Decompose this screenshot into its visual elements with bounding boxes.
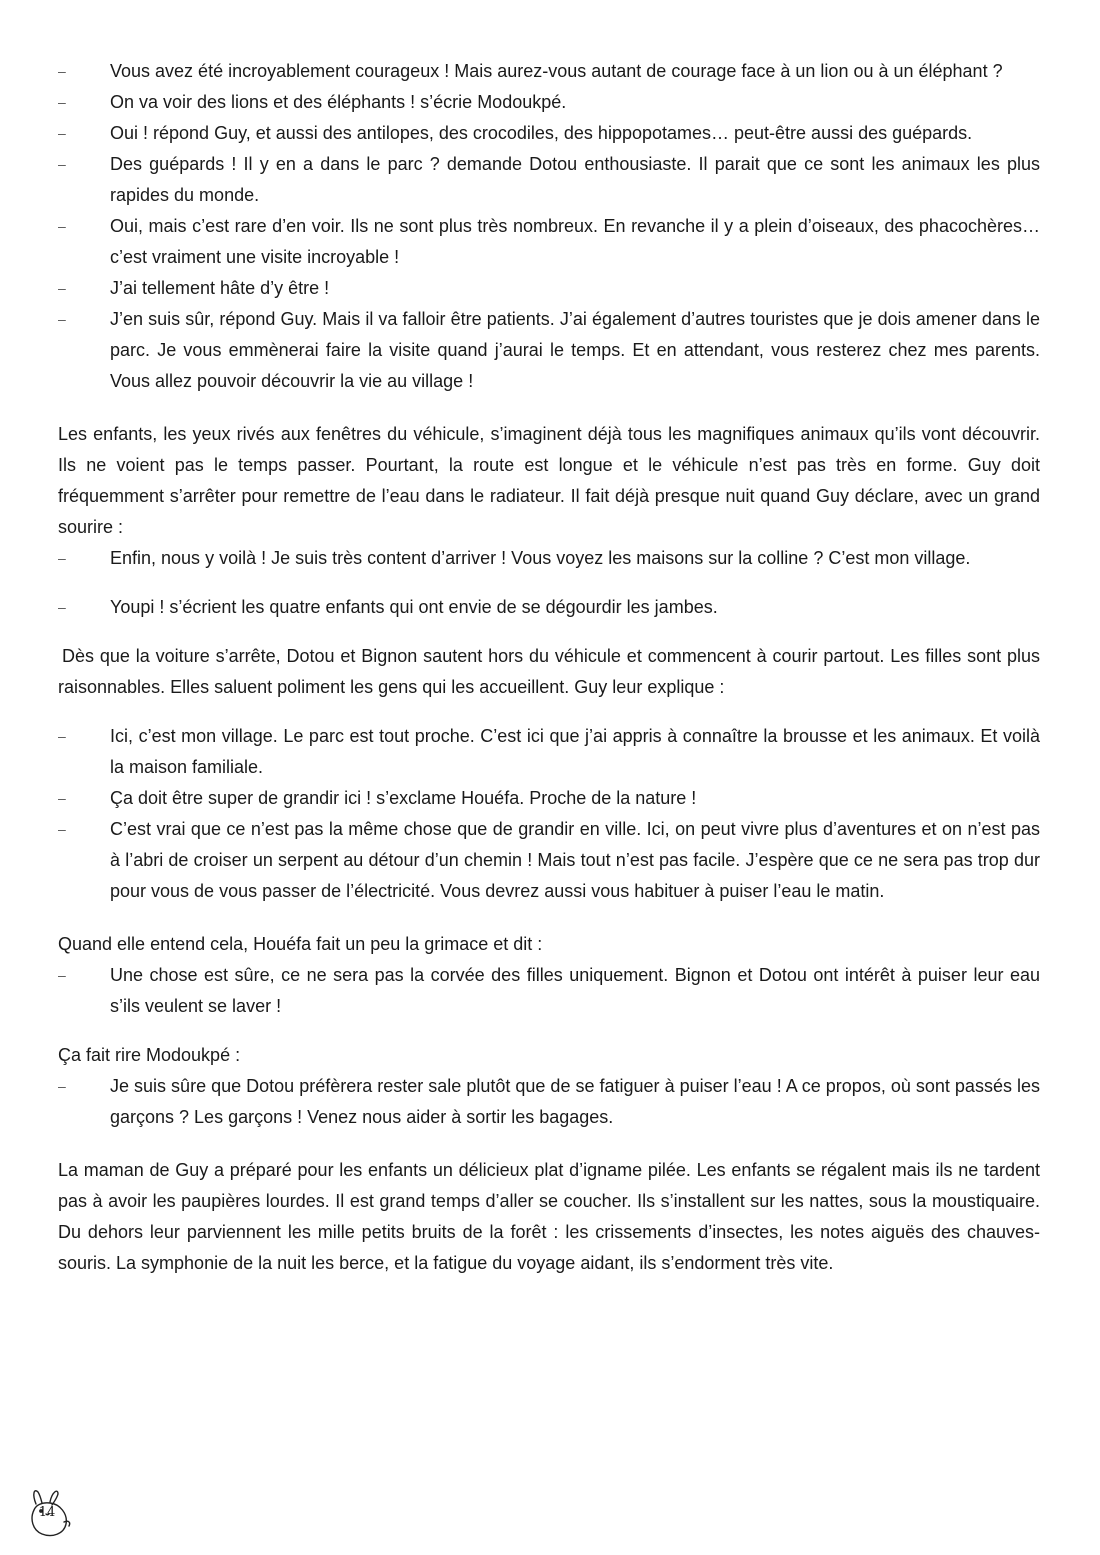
dialogue-line: – C’est vrai que ce n’est pas la même chose que de grandir en ville. Ici, on peut vivre plus d’aventures et on n’est pas à l’abri de croiser un serpent au détour d’un chemin ! Mais tout n’est pas facile. J’espère que ce ne sera pas trop dur pour vous de vous passer de l’électricité. Vous devrez aussi vous habituer à puiser l’eau le matin. xyxy=(58,814,1040,907)
page-number: 14 xyxy=(38,1505,56,1520)
dialogue-line: – Une chose est sûre, ce ne sera pas la corvée des filles uniquement. Bignon et Dotou ont intérêt à puiser leur eau s’ils veulent se laver ! xyxy=(58,960,1040,1022)
dialogue-line: – J’en suis sûr, répond Guy. Mais il va falloir être patients. J’ai également d’autres touristes que je dois amener dans le parc. Je vous emmènerai faire la visite quand j’aurai le temps. Et en attendant, vous resterez chez mes parents. Vous allez pouvoir découvrir la vie au village ! xyxy=(58,304,1040,397)
dialogue-line: – J’ai tellement hâte d’y être ! xyxy=(58,273,1040,304)
page-body xyxy=(58,56,1040,1279)
paragraph-gap xyxy=(58,623,1040,641)
paragraph-gap xyxy=(58,703,1040,721)
paragraph-gap xyxy=(58,574,1040,592)
narrative-paragraph: Ça fait rire Modoukpé : xyxy=(58,1045,241,1065)
page-footer xyxy=(22,1484,78,1540)
dialogue-line: – Ici, c’est mon village. Le parc est tout proche. C’est ici que j’ai appris à connaître la brousse et les animaux. Et voilà la maison familiale. xyxy=(58,721,1040,783)
dialogue-line: – Je suis sûre que Dotou préfèrera rester sale plutôt que de se fatiguer à puiser l’eau ! A ce propos, où sont passés les garçons ? Les garçons ! Venez nous aider à sortir les bagages. xyxy=(58,1071,1040,1133)
narrative-paragraph: La maman de Guy a préparé pour les enfants un délicieux plat d’igname pilée. Les enfants se régalent mais ils ne tardent pas à avoir les paupières lourdes. Il est grand temps d’aller se coucher. Ils s’installent sur les nattes, sous la moustiquaire. Du dehors leur parviennent les mille petits bruits de la forêt : les crissements d’insectes, les notes aiguës des chauves-souris. La symphonie de la nuit les berce, et la fatigue du voyage aidant, ils s’endorment très vite. xyxy=(58,1160,1040,1273)
dialogue-line: – On va voir des lions et des éléphants ! s’écrie Modoukpé. xyxy=(58,87,1040,118)
paragraph-gap xyxy=(58,907,1040,929)
narrative-paragraph: Dès que la voiture s’arrête, Dotou et Bignon sautent hors du véhicule et commencent à courir partout. Les filles sont plus raisonnables. Elles saluent poliment les gens qui les accueillent. Guy leur explique : xyxy=(58,646,1040,697)
paragraph-gap xyxy=(58,1133,1040,1155)
dialogue-line: – Enfin, nous y voilà ! Je suis très content d’arriver ! Vous voyez les maisons sur la colline ? C’est mon village. xyxy=(58,543,1040,574)
dialogue-line: – Ça doit être super de grandir ici ! s’exclame Houéfa. Proche de la nature ! xyxy=(58,783,1040,814)
dialogue-line: – Oui ! répond Guy, et aussi des antilopes, des crocodiles, des hippopotames… peut-être aussi des guépards. xyxy=(58,118,1040,149)
dialogue-line: – Oui, mais c’est rare d’en voir. Ils ne sont plus très nombreux. En revanche il y a plein d’oiseaux, des phacochères… c’est vraiment une visite incroyable ! xyxy=(58,211,1040,273)
narrative-paragraph: Quand elle entend cela, Houéfa fait un peu la grimace et dit : xyxy=(58,934,543,954)
dialogue-line: – Vous avez été incroyablement courageux ! Mais aurez-vous autant de courage face à un lion ou à un éléphant ? xyxy=(58,56,1040,87)
paragraph-gap xyxy=(58,1022,1040,1040)
paragraph-gap xyxy=(58,397,1040,419)
dialogue-line: – Des guépards ! Il y en a dans le parc ? demande Dotou enthousiaste. Il parait que ce sont les animaux les plus rapides du monde. xyxy=(58,149,1040,211)
dialogue-line: – Youpi ! s’écrient les quatre enfants qui ont envie de se dégourdir les jambes. xyxy=(58,592,1040,623)
narrative-paragraph: Les enfants, les yeux rivés aux fenêtres du véhicule, s’imaginent déjà tous les magnifiques animaux qu’ils vont découvrir. Ils ne voient pas le temps passer. Pourtant, la route est longue et le véhicule n’est pas très en forme. Guy doit fréquemment s’arrêter pour remettre de l’eau dans le radiateur. Il fait déjà presque nuit quand Guy déclare, avec un grand sourire : xyxy=(58,424,1040,537)
